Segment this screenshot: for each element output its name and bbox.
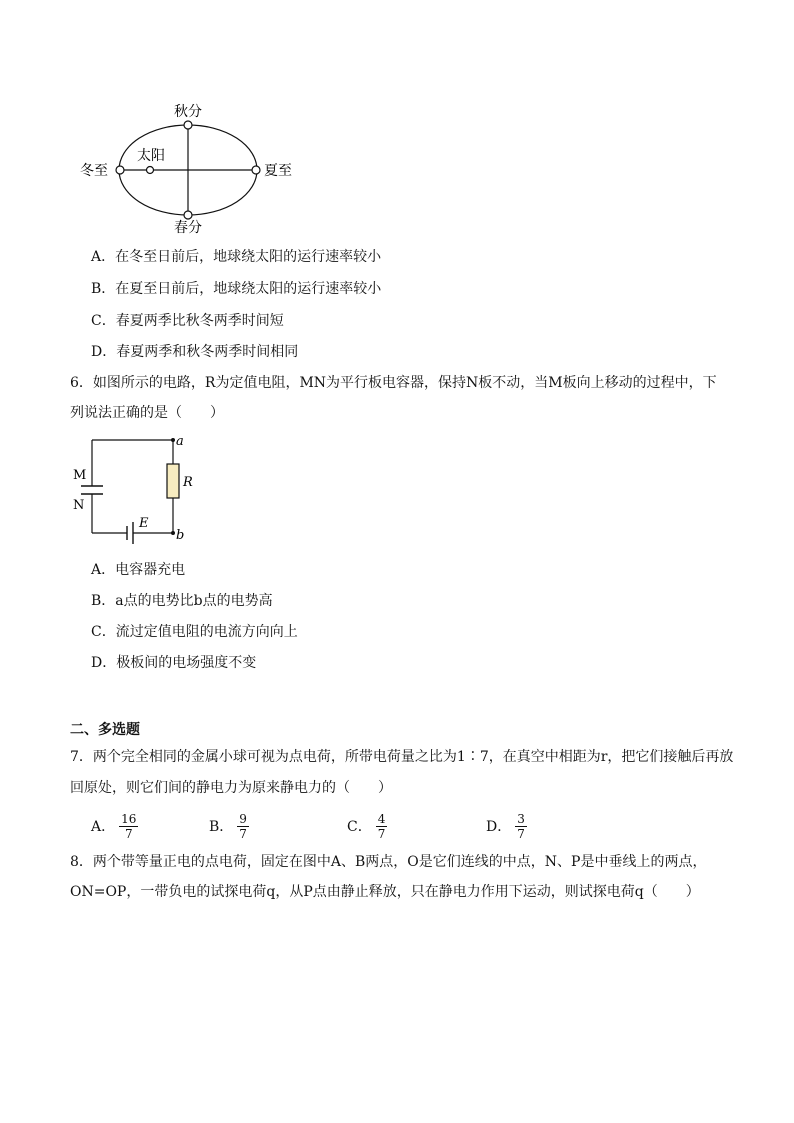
- q7-option-d-den: 7: [517, 826, 525, 841]
- label-a: a: [176, 434, 184, 449]
- section-multi-choice: 二、多选题: [70, 722, 140, 738]
- label-M: M: [73, 468, 87, 483]
- q6-option-b: B．a点的电势比b点的电势高: [91, 593, 273, 609]
- q7-option-b-label: B．: [209, 819, 234, 835]
- q7-option-b: [209, 808, 249, 844]
- q7-option-c-num: 4: [377, 811, 386, 826]
- label-autumn: 秋分: [174, 104, 202, 120]
- q5-option-b: B．在夏至日前后，地球绕太阳的运行速率较小: [91, 281, 382, 297]
- q7-stem-line1: 7．两个完全相同的金属小球可视为点电荷，所带电荷量之比为1∶7，在真空中相距为r，把它们接触后再放: [70, 749, 734, 765]
- label-spring: 春分: [174, 220, 202, 236]
- q7-option-a-den: 7: [124, 826, 133, 841]
- q6-stem-line1: 6．如图所示的电路，R为定值电阻，MN为平行板电容器，保持N板不动，当M板向上移动的过程中，下: [70, 375, 717, 391]
- q7-option-d-label: D．: [486, 819, 512, 835]
- q5-option-c: C．春夏两季比秋冬两季时间短: [91, 313, 284, 329]
- q6-stem-line2: 列说法正确的是（ ）: [70, 405, 224, 421]
- q7-option-c-den: 7: [377, 826, 386, 841]
- q7-option-a-label: A．: [91, 819, 116, 835]
- q7-option-a: [91, 808, 138, 844]
- q7-option-b-fraction: [237, 812, 249, 841]
- q7-option-a-num: 16: [121, 811, 137, 826]
- circuit-diagram: [65, 428, 205, 548]
- q7-stem-line2: 回原处，则它们间的静电力为原来静电力的（ ）: [70, 780, 392, 796]
- label-N: N: [73, 498, 85, 513]
- orbit-diagram: [70, 95, 330, 240]
- q7-option-d-fraction: [515, 812, 527, 841]
- q6-option-d: D．极板间的电场强度不变: [91, 655, 257, 671]
- q7-option-b-num: 9: [239, 811, 247, 826]
- q7-option-c-label: C．: [347, 819, 372, 835]
- q6-option-c: C．流过定值电阻的电流方向向上: [91, 624, 298, 640]
- q7-option-c-fraction: [376, 812, 388, 841]
- q7-option-b-den: 7: [239, 826, 247, 841]
- q6-option-a: A．电容器充电: [91, 562, 186, 578]
- q5-option-d: D．春夏两季和秋冬两季时间相同: [91, 344, 299, 360]
- label-R: R: [183, 475, 193, 490]
- q7-option-a-fraction: [119, 812, 138, 841]
- label-winter: 冬至: [80, 163, 108, 179]
- label-sun: 太阳: [137, 148, 165, 164]
- q7-option-d: [486, 808, 527, 844]
- q7-option-d-num: 3: [517, 811, 525, 826]
- q5-option-a: A．在冬至日前后，地球绕太阳的运行速率较小: [91, 249, 382, 265]
- q8-stem-line1: 8．两个带等量正电的点电荷，固定在图中A、B两点，O是它们连线的中点，N、P是中垂线上的两点，: [70, 854, 707, 870]
- label-E: E: [139, 516, 149, 531]
- label-summer: 夏至: [264, 163, 292, 179]
- q8-stem-line2: ON=OP，一带负电的试探电荷q，从P点由静止释放，只在静电力作用下运动，则试探电荷q（ ）: [70, 884, 700, 900]
- q7-option-c: [347, 808, 387, 844]
- label-b: b: [176, 528, 185, 543]
